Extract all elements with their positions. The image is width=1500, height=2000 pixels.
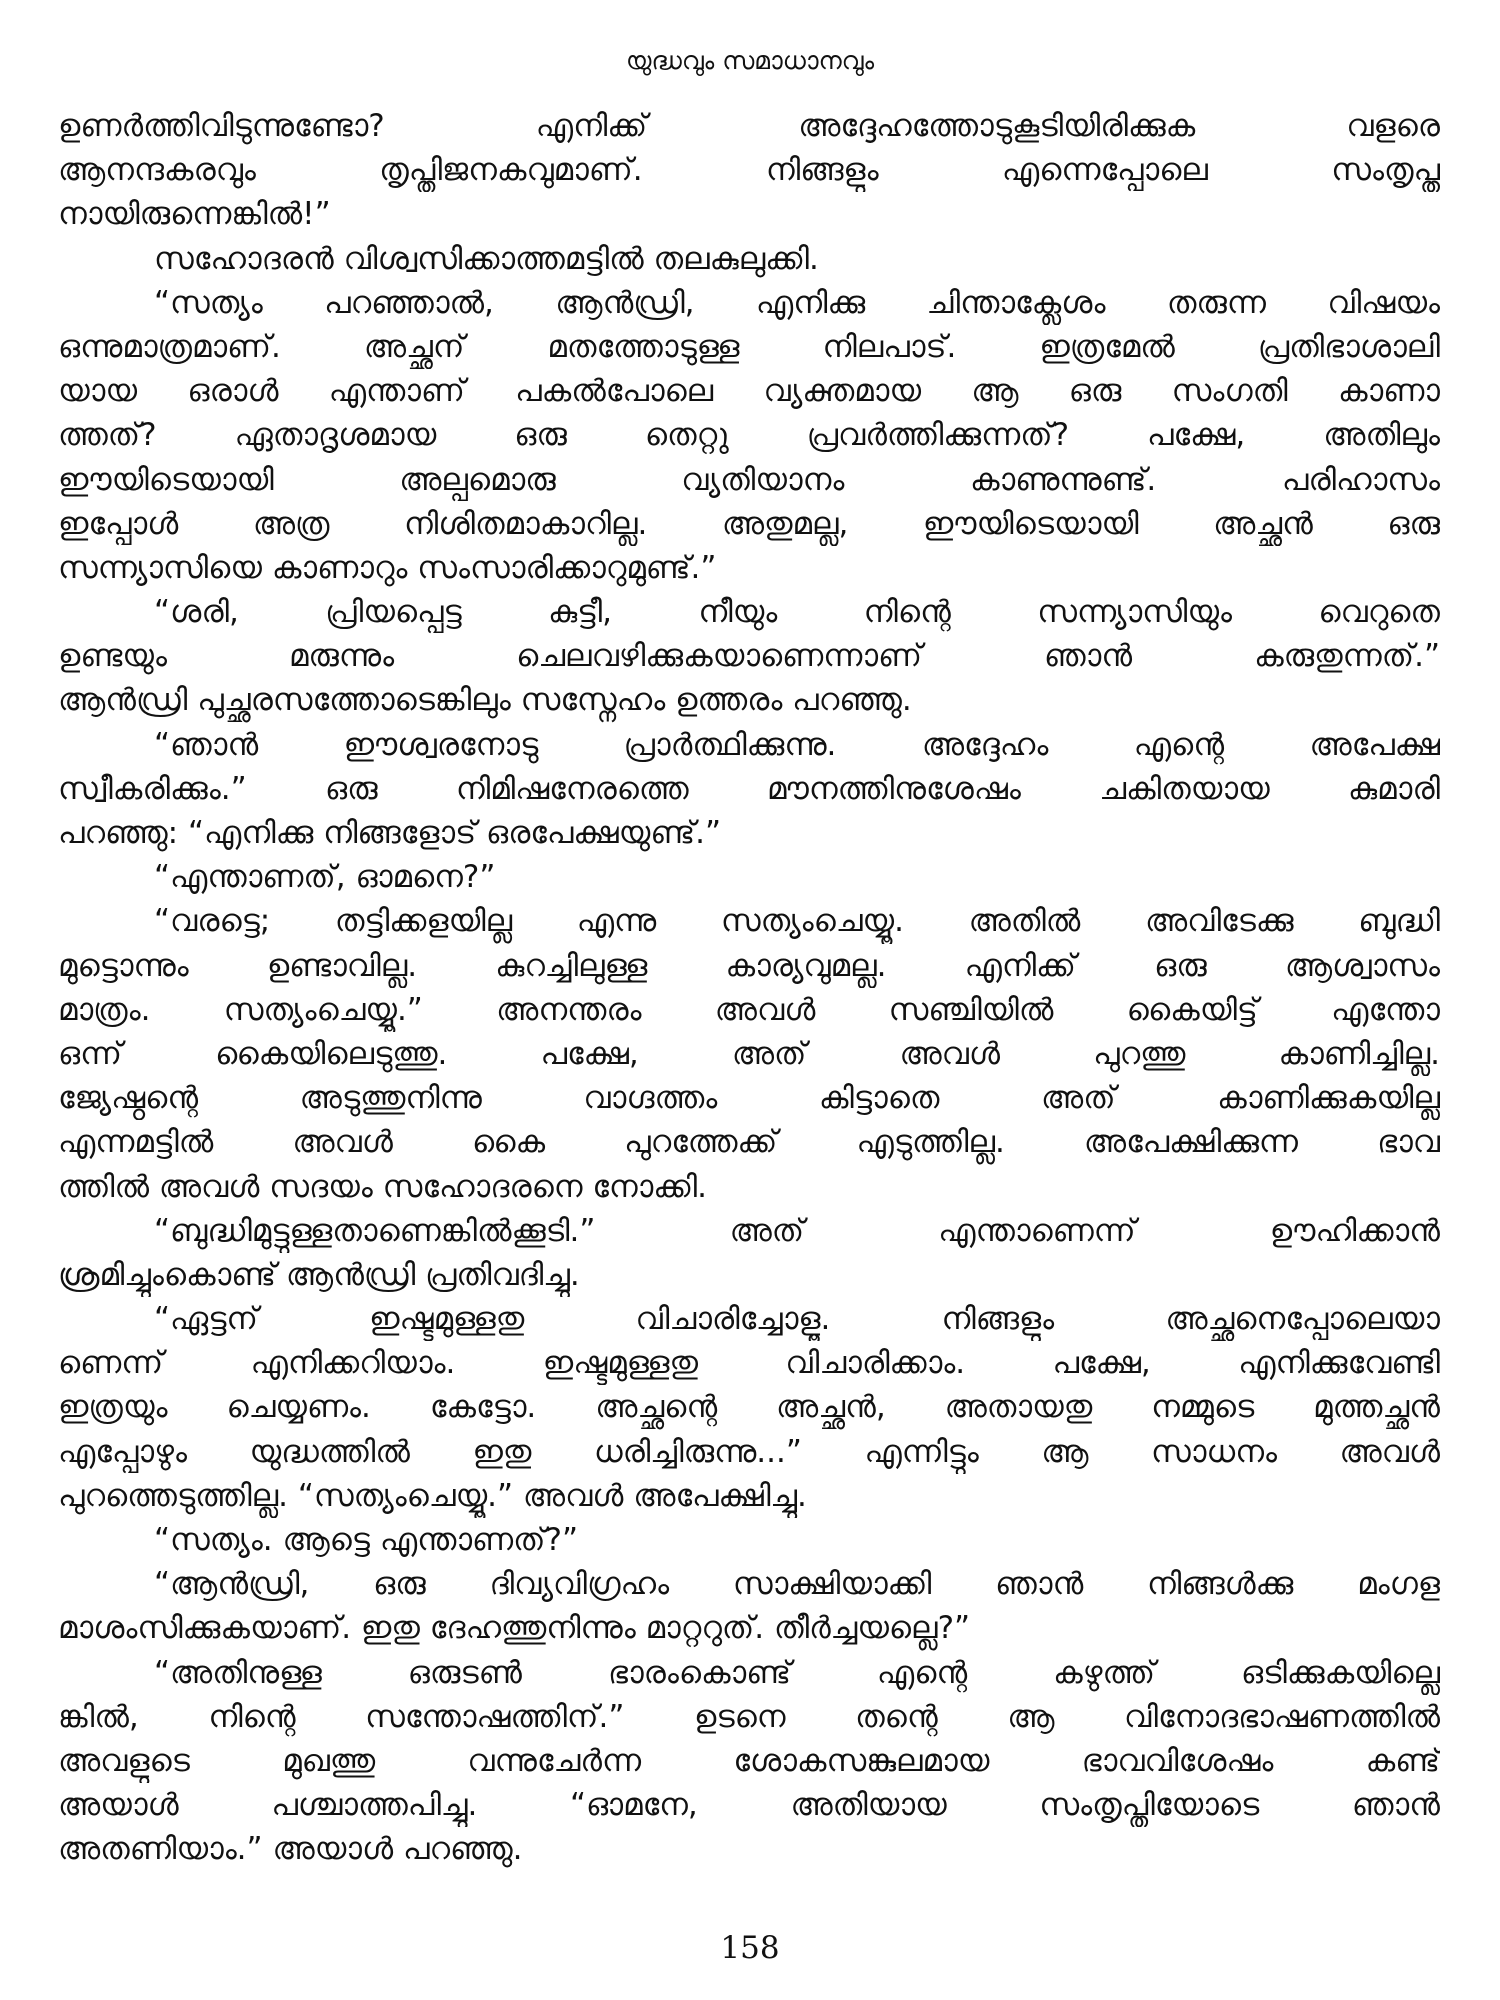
text-line: ആനന്ദകരവും തൃപ്തിജനകവുമാണ്. നിങ്ങളും എന്നെപ്പോലെ സംതൃപ്ത [58,152,1440,189]
text-line: പറഞ്ഞു: “എനിക്കു നിങ്ങളോട് ഒരപേക്ഷയുണ്ട്.” [58,815,722,851]
text-line: സഹോദരൻ വിശ്വസിക്കാത്തമട്ടിൽ തലകുലുക്കി. [154,240,819,277]
text-line: “എന്താണത്, ഓമനെ?” [154,859,496,896]
text-line: ശ്രമിച്ചുംകൊണ്ട് ആൻഡ്രി പ്രതിവദിച്ചു. [58,1256,580,1293]
text-line: “സത്യം. ആട്ടെ എന്താണത്?” [154,1522,579,1558]
text-line: മുട്ടൊന്നും ഉണ്ടാവില്ല. കുറച്ചിലുള്ള കാര്യവുമല്ല. എനിക്ക് ഒരു ആശ്വാസം [58,947,1440,984]
text-line: എന്നമട്ടിൽ അവൾ കൈ പുറത്തേക്ക് എടുത്തില്ല. അപേക്ഷിക്കുന്ന ഭാവ [58,1124,1440,1161]
text-line: അതണിയാം.” അയാൾ പറഞ്ഞു. [58,1831,523,1868]
text-line: ണെന്ന് എനിക്കറിയാം. ഇഷ്ടമുള്ളതു വിചാരിക്കാം. പക്ഷേ, എനിക്കുവേണ്ടി [58,1345,1440,1382]
text-line: ത്തത്? ഏതാദൃശമായ ഒരു തെറ്റു പ്രവർത്തിക്കുന്നത്? പക്ഷേ, അതിലും [58,417,1440,454]
text-line: ഇപ്പോൾ അത്ര നിശിതമാകാറില്ല. അതുമല്ല, ഈയിടെയായി അച്ഛൻ ഒരു [58,505,1440,542]
text-line: “സത്യം പറഞ്ഞാൽ, ആൻഡ്രി, എനിക്കു ചിന്താക്ലേശം തരുന്ന വിഷയം [154,284,1440,321]
text-line: “ഞാൻ ഈശ്വരനോടു പ്രാർത്ഥിക്കുന്നു. അദ്ദേഹം എന്റെ അപേക്ഷ [154,726,1440,763]
page-number: 158 [720,1930,780,1966]
text-line: ഉണർത്തിവിടുന്നുണ്ടോ? എനിക്ക് അദ്ദേഹത്തോടുകൂടിയിരിക്കുക വളരെ [58,108,1440,144]
text-line: “ആൻഡ്രി, ഒരു ദിവ്യവിഗ്രഹം സാക്ഷിയാക്കി ഞാൻ നിങ്ങൾക്കു മംഗള [154,1566,1440,1603]
text-line: സ്വീകരിക്കും.” ഒരു നിമിഷനേരത്തെ മൗനത്തിനുശേഷം ചകിതയായ കുമാരി [58,770,1440,807]
text-line: ത്തിൽ അവൾ സദയം സഹോദരനെ നോക്കി. [58,1168,707,1205]
running-header: യുദ്ധവും സമാധാനവും [625,46,875,75]
text-line: ഉണ്ടയും മരുന്നും ചെലവഴിക്കുകയാണെന്നാണ് ഞാൻ കരുതുന്നത്.” [58,638,1440,675]
text-line: മാശംസിക്കുകയാണ്. ഇതു ദേഹത്തുനിന്നും മാറ്ററുത്. തീർച്ചയല്ലെ?” [58,1610,971,1647]
text-line: “ശരി, പ്രിയപ്പെട്ട കുട്ടീ, നീയും നിന്റെ സന്ന്യാസിയും വെറുതെ [154,594,1440,631]
text-line: ഈയിടെയായി അല്പമൊരു വ്യതിയാനം കാണുന്നുണ്ട്. പരിഹാസം [58,461,1440,498]
text-line: ജ്യേഷ്ഠന്റെ അടുത്തുനിന്നു വാഗ്ദത്തം കിട്ടാതെ അത് കാണിക്കുകയില്ല [58,1080,1440,1117]
body-text [58,104,1440,1872]
text-line: പുറത്തെടുത്തില്ല. “സത്യംചെയ്യൂ.” അവൾ അപേക്ഷിച്ചു. [58,1477,807,1514]
text-line: “ബുദ്ധിമുട്ടുള്ളതാണെങ്കിൽക്കൂടി.” അത് എന്താണെന്ന് ഊഹിക്കാൻ [154,1212,1440,1249]
text-line: ങ്കിൽ, നിന്റെ സന്തോഷത്തിന്.” ഉടനെ തന്റെ ആ വിനോദഭാഷണത്തിൽ [58,1698,1440,1735]
text-line: മാത്രം. സത്യംചെയ്യൂ.” അനന്തരം അവൾ സഞ്ചിയിൽ കൈയിട്ട് എന്തോ [58,991,1440,1028]
text-line: ഒന്നുമാത്രമാണ്. അച്ഛന് മതത്തോടുള്ള നിലപാട്. ഇത്രമേൽ പ്രതിഭാശാലി [58,328,1440,365]
text-line: “ഏട്ടന് ഇഷ്ടമുള്ളതു വിചാരിച്ചോളൂ. നിങ്ങളും അച്ഛനെപ്പോലെയാ [154,1301,1440,1338]
text-line: “അതിനുള്ള ഒരുടൺ ഭാരംകൊണ്ട് എന്റെ കഴുത്ത് ഒടിക്കുകയില്ലെ [154,1654,1440,1691]
text-line: നായിരുന്നെങ്കിൽ!” [58,196,331,233]
text-line: അവളുടെ മുഖത്തു വന്നുചേർന്ന ശോകസങ്കുലമായ ഭാവവിശേഷം കണ്ട് [58,1742,1440,1779]
text-line: എപ്പോഴും യുദ്ധത്തിൽ ഇതു ധരിച്ചിരുന്നു...” എന്നിട്ടും ആ സാധനം അവൾ [58,1433,1440,1470]
text-line: അയാൾ പശ്ചാത്തപിച്ചു. “ഓമനേ, അതിയായ സംതൃപ്തിയോടെ ഞാൻ [58,1787,1440,1824]
text-line: ആൻഡ്രി പുച്ഛരസത്തോടെങ്കിലും സസ്നേഹം ഉത്തരം പറഞ്ഞു. [58,682,912,719]
text-line: ഒന്ന് കൈയിലെടുത്തു. പക്ഷേ, അത് അവൾ പുറത്തു കാണിച്ചില്ല. [58,1035,1440,1072]
text-line: ഇത്രയും ചെയ്യണം. കേട്ടോ. അച്ഛന്റെ അച്ഛൻ, അതായതു നമ്മുടെ മുത്തച്ഛൻ [58,1389,1440,1426]
text-line: “വരട്ടെ; തട്ടിക്കളയില്ല എന്നു സത്യംചെയ്യൂ. അതിൽ അവിടേക്കു ബുദ്ധി [154,903,1440,940]
text-line: സന്ന്യാസിയെ കാണാറും സംസാരിക്കാറുമുണ്ട്.” [58,549,717,586]
text-line: യായ ഒരാൾ എന്താണ് പകൽപോലെ വ്യക്തമായ ആ ഒരു സംഗതി കാണാ [58,373,1440,410]
